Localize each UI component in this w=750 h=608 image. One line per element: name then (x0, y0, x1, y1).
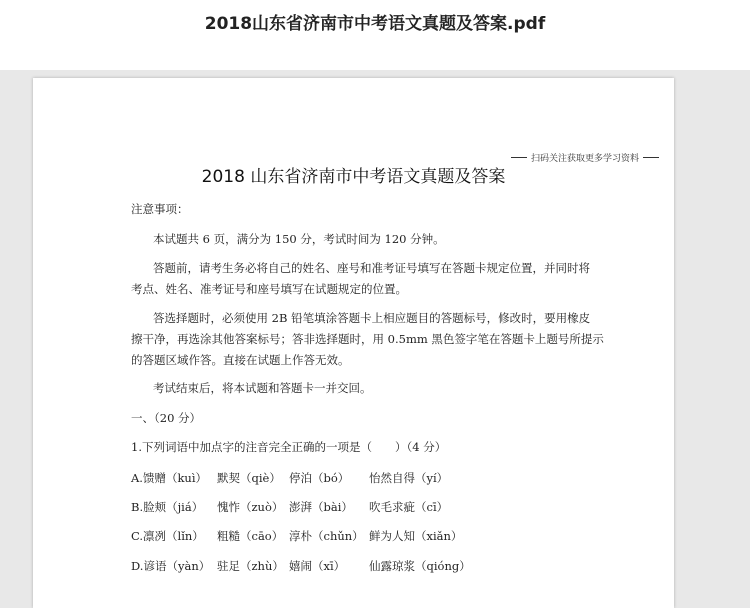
option-word: 鲜为人知（xiǎn） (369, 529, 463, 543)
option-word: 吹毛求疵（cī） (369, 500, 449, 514)
watermark-text: 扫码关注获取更多学习资料 (530, 154, 639, 164)
option-word: 愧怍（zuò） (217, 500, 284, 514)
notice-item: 本试题共 6 页，满分为 150 分，考试时间为 120 分钟。 (153, 232, 445, 246)
pdf-page (33, 78, 674, 608)
option-word: 粗糙（cāo） (217, 529, 284, 543)
document-title: 2018山东省济南市中考语文真题及答案.pdf (204, 14, 546, 34)
notice-item: 答选择题时，必须使用 2B 铅笔填涂答题卡上相应题目的答题标号，修改时，要用橡皮 (153, 311, 591, 325)
option-word: 驻足（zhù） (217, 559, 284, 573)
option-word: 默契（qiè） (217, 471, 281, 485)
notice-item: 考试结束后，将本试题和答题卡一并交回。 (153, 381, 372, 395)
question-text: 1.下列词语中加点字的注音完全正确的一项是（ ）（4 分） (131, 440, 447, 454)
exam-title: 2018 山东省济南市中考语文真题及答案 (201, 167, 506, 187)
option-word: B.脸颊（jiá） (131, 500, 204, 514)
option-word: 澎湃（bài） (289, 500, 353, 514)
option-word: D.谚语（yàn） (131, 559, 211, 573)
viewer-toolbar (0, 0, 750, 70)
divider (511, 157, 527, 158)
notice-item: 考点、姓名、准考证号和座号填写在试题规定的位置。 (131, 282, 407, 296)
option-word: 停泊（bó） (289, 471, 350, 485)
option-word: 淳朴（chǔn） (289, 529, 364, 543)
divider (643, 157, 659, 158)
option-word: A.馈赠（kuì） (131, 471, 208, 485)
notice-heading: 注意事项： (131, 202, 189, 216)
section-heading: 一、（20 分） (131, 411, 202, 425)
notice-item: 的答题区域作答。直接在试题上作答无效。 (131, 353, 350, 367)
option-word: C.凛冽（lǐn） (131, 529, 204, 543)
option-word: 怡然自得（yí） (369, 471, 449, 485)
option-word: 仙露琼浆（qióng） (369, 559, 471, 573)
notice-item: 擦干净，再选涂其他答案标号；答非选择题时，用 0.5mm 黑色签字笔在答题卡上题号所提示 (131, 332, 604, 346)
option-word: 嬉闹（xī） (289, 559, 346, 573)
notice-item: 答题前，请考生务必将自己的姓名、座号和准考证号填写在答题卡规定位置，并同时将 (153, 261, 590, 275)
